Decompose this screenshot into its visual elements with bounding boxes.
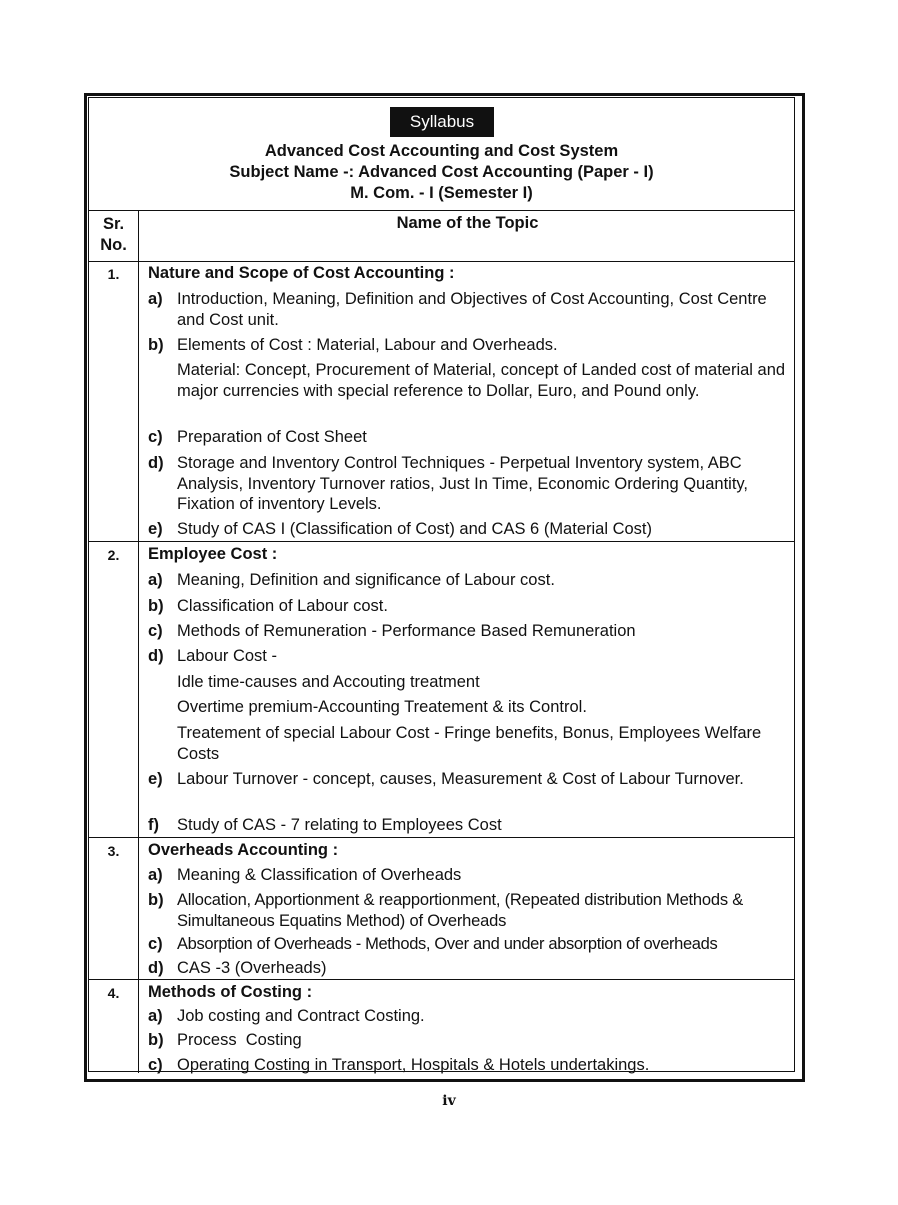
section-title: Methods of Costing :: [148, 983, 313, 1001]
item-text: Meaning & Classification of Overheads: [177, 866, 462, 884]
list-item: [148, 958, 788, 979]
item-text: Allocation, Apportionment & reapportionment, (Repeated distribution Methods & Simultaneous Equatins Method) of Overheads: [177, 891, 744, 930]
item-text: Labour Cost -: [177, 647, 277, 665]
syllabus-table: [88, 97, 795, 1072]
section-divider: [89, 541, 794, 542]
subject-name: Subject Name -: Advanced Cost Accounting (Paper - I): [229, 163, 654, 181]
sr-header-line2: No.: [100, 236, 127, 254]
list-item: [148, 519, 788, 540]
item-label: e): [148, 520, 163, 538]
item-label: b): [148, 597, 164, 615]
item-label: d): [148, 454, 164, 472]
item-label: f): [148, 816, 159, 834]
item-label: b): [148, 1031, 164, 1049]
item-text: Preparation of Cost Sheet: [177, 428, 367, 446]
item-label: b): [148, 891, 164, 909]
section-number: 3.: [107, 843, 120, 859]
item-text: Methods of Remuneration - Performance Based Remuneration: [177, 622, 636, 640]
page-number: iv: [442, 1093, 456, 1109]
list-item: [148, 865, 788, 886]
item-text: Classification of Labour cost.: [177, 597, 388, 615]
class-semester: M. Com. - I (Semester I): [350, 184, 533, 202]
list-item: [148, 934, 788, 955]
list-item: [148, 646, 788, 667]
list-item: [148, 815, 788, 836]
item-text: Elements of Cost : Material, Labour and Overheads.: [177, 336, 558, 354]
item-label: c): [148, 935, 163, 953]
item-label: c): [148, 1056, 163, 1074]
item-label: b): [148, 336, 164, 354]
topic-header: Name of the Topic: [396, 214, 539, 232]
list-item: [148, 427, 788, 448]
section-number: 2.: [107, 547, 120, 563]
section-number: 4.: [107, 985, 120, 1001]
item-label: c): [148, 428, 163, 446]
section-number: 1.: [107, 266, 120, 282]
item-text: Study of CAS I (Classification of Cost) and CAS 6 (Material Cost): [177, 520, 653, 538]
list-item: [148, 1055, 788, 1076]
section-title: Overheads Accounting :: [148, 841, 339, 859]
section-divider: [89, 837, 794, 838]
section-title: Nature and Scope of Cost Accounting :: [148, 264, 455, 282]
item-label: e): [148, 770, 163, 788]
column-divider: [138, 210, 139, 1073]
list-item: [148, 570, 788, 591]
syllabus-header: [89, 98, 794, 211]
item-continuation: Idle time-causes and Accouting treatment: [177, 673, 480, 691]
item-text: Storage and Inventory Control Techniques - Perpetual Inventory system, ABC Analysis, Inventory Turnover ratios, Just In Time, Economic Ordering Quantity, Fixation of inventory Levels.: [177, 454, 749, 513]
item-text: Absorption of Overheads - Methods, Over and under absorption of overheads: [177, 935, 718, 953]
item-text: Process Costing: [177, 1031, 302, 1049]
item-continuation: Overtime premium-Accounting Treatement & its Control.: [177, 698, 587, 716]
item-text: Operating Costing in Transport, Hospitals & Hotels undertakings.: [177, 1056, 650, 1074]
item-continuation: Treatement of special Labour Cost - Fringe benefits, Bonus, Employees Welfare Costs: [177, 724, 762, 763]
list-item: [148, 335, 788, 356]
item-label: d): [148, 959, 164, 977]
item-text: Job costing and Contract Costing.: [177, 1007, 425, 1025]
item-text: CAS -3 (Overheads): [177, 959, 327, 977]
section-title: Employee Cost :: [148, 545, 278, 563]
list-item: [148, 1030, 788, 1051]
item-label: c): [148, 622, 163, 640]
list-item: [148, 453, 788, 515]
sr-no-header: [89, 210, 138, 256]
item-text: Study of CAS - 7 relating to Employees Cost: [177, 816, 502, 834]
item-label: a): [148, 571, 163, 589]
course-title: Advanced Cost Accounting and Cost System: [264, 142, 619, 160]
item-label: a): [148, 1007, 163, 1025]
item-label: d): [148, 647, 164, 665]
item-text: Labour Turnover - concept, causes, Measurement & Cost of Labour Turnover.: [177, 770, 744, 788]
list-item: [148, 890, 788, 931]
syllabus-badge: Syllabus: [390, 107, 494, 137]
item-text: Introduction, Meaning, Definition and Objectives of Cost Accounting, Cost Centre and Cost unit.: [177, 290, 767, 329]
list-item: [148, 621, 788, 642]
item-text: Meaning, Definition and significance of Labour cost.: [177, 571, 555, 589]
list-item: [148, 769, 788, 790]
item-label: a): [148, 290, 163, 308]
section-divider: [89, 979, 794, 980]
list-item: [148, 596, 788, 617]
list-item: [148, 289, 788, 330]
sr-header-line1: Sr.: [102, 215, 125, 233]
list-item: [148, 1006, 788, 1027]
item-label: a): [148, 866, 163, 884]
item-continuation: Material: Concept, Procurement of Material, concept of Landed cost of material and major currencies with special reference to Dollar, Euro, and Pound only.: [177, 361, 786, 400]
